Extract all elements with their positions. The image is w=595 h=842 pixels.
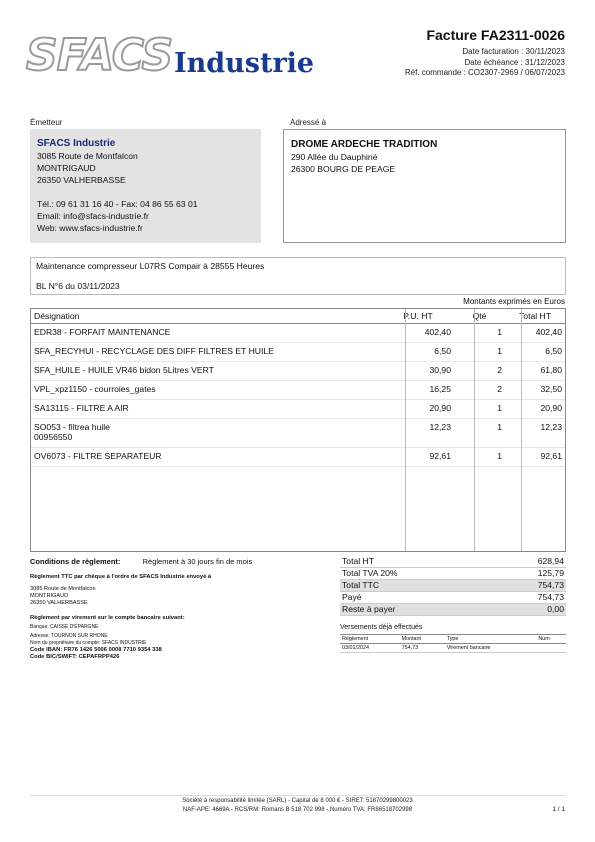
payment-cell <box>536 644 566 653</box>
item-total: 6,50 <box>505 343 565 362</box>
total-label: Total TTC <box>342 580 380 590</box>
item-designation: VPL_xpz1150 - courroies_gates <box>31 381 382 400</box>
cheque-address-1: 3085 Route de Montfalcon <box>30 585 96 592</box>
header-quantity: Qté <box>454 309 505 324</box>
payment-cell: 03/01/2024 <box>340 644 400 653</box>
recipient-address-2: 26300 BOURG DE PEAGE <box>291 164 396 174</box>
order-reference: Réf. commande : CO2307-2969 / 06/07/2023 <box>404 68 565 77</box>
total-label: Total TVA 20% <box>342 568 398 578</box>
emitter-address-2: MONTRIGAUD <box>37 163 96 173</box>
total-row <box>340 568 566 580</box>
reference-line-2: BL N°6 du 03/11/2023 <box>36 281 120 291</box>
logo-industrie-text: Industrie <box>174 48 315 79</box>
header-unit-price: P.U. HT <box>382 309 454 324</box>
payments-block <box>340 624 566 653</box>
total-value: 125,79 <box>537 568 564 578</box>
total-row <box>340 580 566 592</box>
item-designation: SFA_HUILE - HUILE VR46 bidon 5Litres VERT <box>31 362 382 381</box>
currency-note: Montants exprimés en Euros <box>463 297 565 306</box>
payment-conditions <box>30 558 326 661</box>
logo-sfacs-text: SFACS <box>26 30 173 81</box>
total-value: 0,00 <box>547 604 564 614</box>
item-designation: EDR38 - FORFAIT MAINTENANCE <box>31 324 382 343</box>
emitter-email: Email: info@sfacs-industrie.fr <box>37 211 149 221</box>
conditions-label: Conditions de règlement: <box>30 557 121 566</box>
item-quantity: 1 <box>454 343 505 362</box>
bic: Code BIC/SWIFT: CEPAFRPP426 <box>30 653 120 660</box>
header-designation: Désignation <box>31 309 382 324</box>
iban: Code IBAN: FR76 1426 5006 0008 7710 9354 338 <box>30 646 162 653</box>
footer-divider <box>30 795 566 796</box>
item-total: 32,50 <box>505 381 565 400</box>
invoice-meta <box>405 47 565 79</box>
emitter-name: SFACS Industrie <box>37 138 116 149</box>
items-table <box>30 308 566 552</box>
emitter-address-3: 26350 VALHERBASSE <box>37 175 126 185</box>
item-total: 12,23 <box>505 419 565 448</box>
recipient-name: DROME ARDECHE TRADITION <box>291 139 438 150</box>
footer-legal-1: Société à responsabilité limitée (SARL) - Capital de 8 000 € - SIRET: 51870299800023 <box>182 798 413 804</box>
payments-header-cell: Règlement <box>340 635 400 644</box>
table-row <box>31 324 565 343</box>
bank-name: Banque: CAISSE D'EPARGNE <box>30 623 99 630</box>
total-value: 754,73 <box>537 580 564 590</box>
payment-cell: Virement bancaire <box>445 644 537 653</box>
footer-legal-2: NAF-APE: 4669A - RCS/RM: Romans B 518 702 998 - Numéro TVA: FR86518702998 <box>182 807 413 813</box>
item-designation: SO053 - filtrea huile 00956550 <box>31 419 382 448</box>
page-number: 1 / 1 <box>552 806 565 813</box>
table-row <box>31 381 565 400</box>
payments-header-cell: Type <box>445 635 537 644</box>
payments-header-row <box>340 635 566 644</box>
item-unit-price: 12,23 <box>382 419 454 448</box>
bank-address: Adresse: TOURNON SUR RHONE <box>30 632 108 639</box>
item-total: 20,90 <box>505 400 565 419</box>
recipient-label: Adressé à <box>290 118 327 127</box>
company-logo <box>26 30 315 81</box>
item-unit-price: 402,40 <box>382 324 454 343</box>
bank-owner: Nom du propriétaire du compte: SFACS INDUSTRIE <box>30 639 147 646</box>
table-row <box>31 400 565 419</box>
footer <box>0 797 595 815</box>
payment-cell: 754,73 <box>400 644 445 653</box>
total-value: 754,73 <box>537 592 564 602</box>
table-row <box>31 448 565 467</box>
header-total: Total HT <box>505 309 565 324</box>
item-total: 61,80 <box>505 362 565 381</box>
cheque-address-3: 26350 VALHERBASSE <box>30 599 88 606</box>
total-row <box>340 556 566 568</box>
table-header-row <box>31 309 565 324</box>
emitter-label: Émetteur <box>30 118 63 127</box>
item-designation: SA13115 - FILTRE A AIR <box>31 400 382 419</box>
item-total: 92,61 <box>505 448 565 467</box>
recipient-address-1: 290 Allée du Dauphiné <box>291 152 378 162</box>
item-unit-price: 20,90 <box>382 400 454 419</box>
table-row <box>31 343 565 362</box>
payments-title: Versements déjà effectués <box>340 624 423 631</box>
item-quantity: 1 <box>454 400 505 419</box>
emitter-web: Web: www.sfacs-industrie.fr <box>37 223 143 233</box>
item-unit-price: 92,61 <box>382 448 454 467</box>
due-date: Date échéance : 31/12/2023 <box>464 57 565 67</box>
table-row <box>31 362 565 381</box>
total-value: 628,94 <box>537 556 564 566</box>
total-label: Payé <box>342 592 362 602</box>
item-designation: SFA_RECYHUI - RECYCLAGE DES DIFF FILTRES ET HUILE <box>31 343 382 362</box>
payments-header-cell: Montant <box>400 635 445 644</box>
item-designation: OV6073 - FILTRE SEPARATEUR <box>31 448 382 467</box>
total-row <box>340 604 566 616</box>
recipient-box <box>283 129 566 243</box>
cheque-address-2: MONTRIGAUD <box>30 592 69 599</box>
table-row <box>31 419 565 448</box>
bank-title: Règlement par virement sur le compte bancaire suivant: <box>30 614 185 621</box>
item-quantity: 1 <box>454 419 505 448</box>
item-unit-price: 6,50 <box>382 343 454 362</box>
item-quantity: 1 <box>454 324 505 343</box>
emitter-box <box>30 129 261 243</box>
item-quantity: 1 <box>454 448 505 467</box>
total-row <box>340 592 566 604</box>
payments-header-cell: Num <box>536 635 566 644</box>
item-quantity: 2 <box>454 381 505 400</box>
payment-row <box>340 644 566 653</box>
item-unit-price: 16,25 <box>382 381 454 400</box>
emitter-address-1: 3085 Route de Montfalcon <box>37 151 138 161</box>
totals-block <box>340 556 566 616</box>
reference-box <box>30 257 566 295</box>
invoice-title: Facture FA2311-0026 <box>426 27 565 43</box>
total-label: Total HT <box>342 556 374 566</box>
item-total: 402,40 <box>505 324 565 343</box>
invoice-date: Date facturation : 30/11/2023 <box>462 47 565 56</box>
reference-line-1: Maintenance compresseur L07RS Compair à 28555 Heures <box>36 261 265 271</box>
emitter-phone: Tél.: 09 61 31 16 40 - Fax: 04 86 55 63 01 <box>37 199 198 209</box>
total-label: Reste à payer <box>342 604 396 614</box>
item-quantity: 2 <box>454 362 505 381</box>
conditions-value: Règlement à 30 jours fin de mois <box>142 557 253 566</box>
cheque-title: Règlement TTC par chèque à l'ordre de SFACS Industrie envoyé à <box>30 573 212 580</box>
item-unit-price: 30,90 <box>382 362 454 381</box>
